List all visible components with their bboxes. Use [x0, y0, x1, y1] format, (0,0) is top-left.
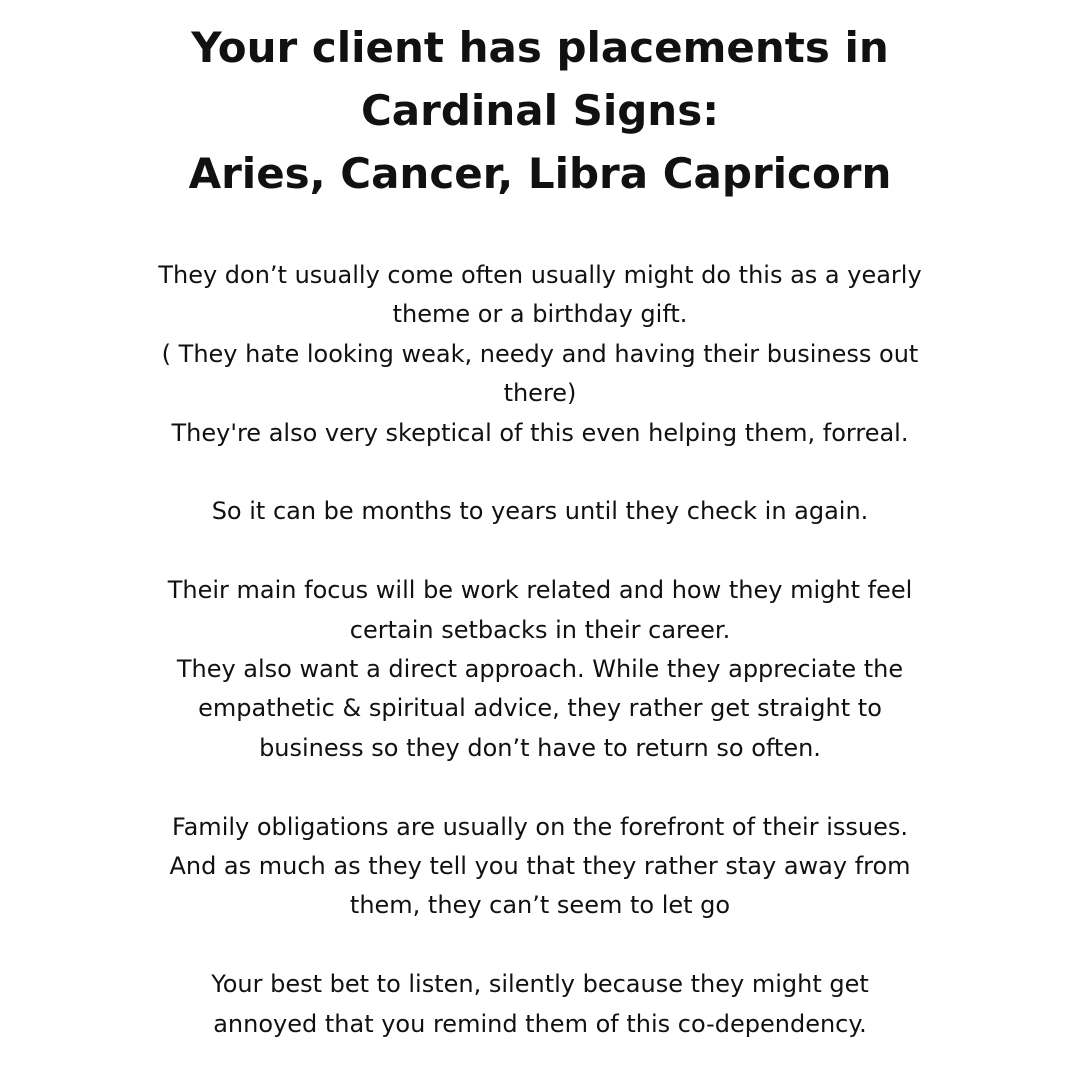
title-line: Your client has placements in [191, 23, 889, 72]
paragraph-spacer [80, 453, 1000, 492]
paragraph-spacer [80, 926, 1000, 965]
paragraph-line: Their main focus will be work related and how they might feel [167, 576, 913, 605]
paragraph-line: there) [503, 379, 577, 408]
paragraph-line: ( They hate looking weak, needy and having their business out [161, 339, 919, 368]
paragraph-line: them, they can’t seem to let go [349, 891, 731, 920]
paragraph-line: So it can be months to years until they check in again. [211, 497, 869, 526]
paragraph-line: certain setbacks in their career. [349, 615, 731, 644]
paragraph-line: They don’t usually come often usually might do this as a yearly [158, 261, 922, 289]
title-line: Aries, Cancer, Libra Capricorn [188, 149, 892, 198]
paragraph-main-focus [80, 571, 1000, 768]
paragraph-line: They also want a direct approach. While they appreciate the [176, 655, 904, 684]
body-text [80, 256, 1000, 1044]
paragraph-line: business so they don’t have to return so often. [259, 733, 821, 762]
paragraph-spacer [80, 532, 1000, 571]
paragraph-line: annoyed that you remind them of this co-dependency. [213, 1009, 867, 1038]
paragraph-line: theme or a birthday gift. [392, 300, 688, 329]
paragraph-check-in [80, 492, 1000, 531]
page-title [0, 16, 1080, 205]
paragraph-spacer [80, 768, 1000, 807]
paragraph-line: empathetic & spiritual advice, they rather get straight to [198, 694, 882, 723]
paragraph-line: They're also very skeptical of this even helping them, forreal. [171, 418, 909, 447]
paragraph-line: And as much as they tell you that they rather stay away from [169, 852, 911, 881]
paragraph-visit-frequency [80, 256, 1000, 453]
title-line: Cardinal Signs: [360, 86, 719, 135]
paragraph-best-bet [80, 965, 1000, 1044]
paragraph-line: Your best bet to listen, silently because they might get [211, 970, 869, 999]
paragraph-family [80, 808, 1000, 926]
paragraph-line: Family obligations are usually on the forefront of their issues. [172, 812, 908, 841]
